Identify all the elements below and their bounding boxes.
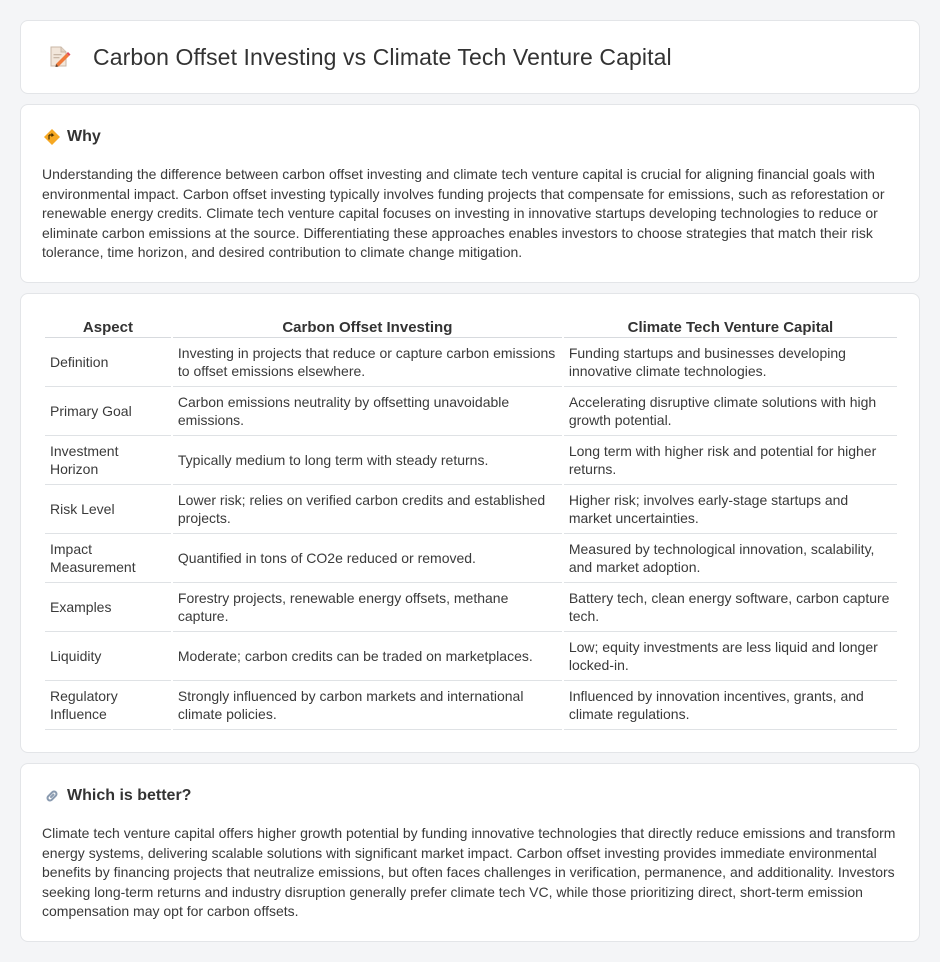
table-cell: Accelerating disruptive climate solutions with high growth potential.: [564, 387, 897, 436]
table-cell: Influenced by innovation incentives, grants, and climate regulations.: [564, 681, 897, 730]
table-row: [45, 681, 897, 730]
comparison-table: [43, 318, 899, 730]
table-cell: Regulatory Influence: [45, 681, 171, 730]
table-row: [45, 387, 897, 436]
table-cell: Moderate; carbon credits can be traded on marketplaces.: [173, 632, 562, 681]
table-cell: Impact Measurement: [45, 534, 171, 583]
table-cell: Definition: [45, 338, 171, 387]
table-row: [45, 436, 897, 485]
table-cell: Carbon emissions neutrality by offsetting unavoidable emissions.: [173, 387, 562, 436]
table-row: [45, 632, 897, 681]
link-icon: [43, 787, 61, 805]
table-cell: Investment Horizon: [45, 436, 171, 485]
table-cell: Higher risk; involves early-stage startups and market uncertainties.: [564, 485, 897, 534]
table-cell: Investing in projects that reduce or capture carbon emissions to offset emissions elsewhere.: [173, 338, 562, 387]
table-cell: Lower risk; relies on verified carbon credits and established projects.: [173, 485, 562, 534]
why-body: Understanding the difference between carbon offset investing and climate tech venture capital is crucial for aligning financial goals with environmental impact. Carbon offset investing typically involves funding projects that compensate for emissions, such as reforestation or renewable energy credits. Climate tech venture capital focuses on investing in innovative startups developing technologies to reduce or eliminate carbon emissions at the source. Differentiating these approaches enables investors to choose strategies that match their risk tolerance, time horizon, and desired contribution to climate change mitigation.: [42, 166, 885, 261]
table-cell: Quantified in tons of CO2e reduced or removed.: [173, 534, 562, 583]
table-row: [45, 534, 897, 583]
which-is-better-section: [20, 763, 920, 942]
table-cell: Forestry projects, renewable energy offsets, methane capture.: [173, 583, 562, 632]
document-edit-icon: [47, 45, 71, 69]
table-cell: Strongly influenced by carbon markets and international climate policies.: [173, 681, 562, 730]
table-cell: Measured by technological innovation, scalability, and market adoption.: [564, 534, 897, 583]
why-section: [20, 104, 920, 283]
which-is-better-title: Which is better?: [67, 787, 192, 804]
table-cell: Battery tech, clean energy software, carbon capture tech.: [564, 583, 897, 632]
header-card: [20, 20, 920, 94]
column-header: Aspect: [45, 318, 171, 338]
diamond-signal-icon: [43, 128, 61, 146]
table-cell: Liquidity: [45, 632, 171, 681]
table-row: [45, 485, 897, 534]
table-header-row: [45, 318, 897, 338]
table-cell: Examples: [45, 583, 171, 632]
column-header: Climate Tech Venture Capital: [564, 318, 897, 338]
page-title: Carbon Offset Investing vs Climate Tech Venture Capital: [93, 43, 672, 70]
table-cell: Long term with higher risk and potential for higher returns.: [564, 436, 897, 485]
table-cell: Low; equity investments are less liquid and longer locked-in.: [564, 632, 897, 681]
table-cell: Funding startups and businesses developing innovative climate technologies.: [564, 338, 897, 387]
which-is-better-body: Climate tech venture capital offers higher growth potential by funding innovative technologies that directly reduce emissions and transform energy systems, delivering scalable solutions with significant market impact. Carbon offset investing provides immediate environmental benefits by financing projects that neutralize emissions, but often faces challenges in verification, permanence, and additionality. Investors seeking long-term returns and industry disruption generally prefer climate tech VC, while those prioritizing direct, short-term emission compensation may opt for carbon offsets.: [42, 825, 896, 920]
table-cell: Primary Goal: [45, 387, 171, 436]
table-cell: Risk Level: [45, 485, 171, 534]
table-row: [45, 583, 897, 632]
table-cell: Typically medium to long term with steady returns.: [173, 436, 562, 485]
comparison-section: [20, 293, 920, 753]
column-header: Carbon Offset Investing: [173, 318, 562, 338]
why-title: Why: [67, 128, 101, 145]
table-row: [45, 338, 897, 387]
